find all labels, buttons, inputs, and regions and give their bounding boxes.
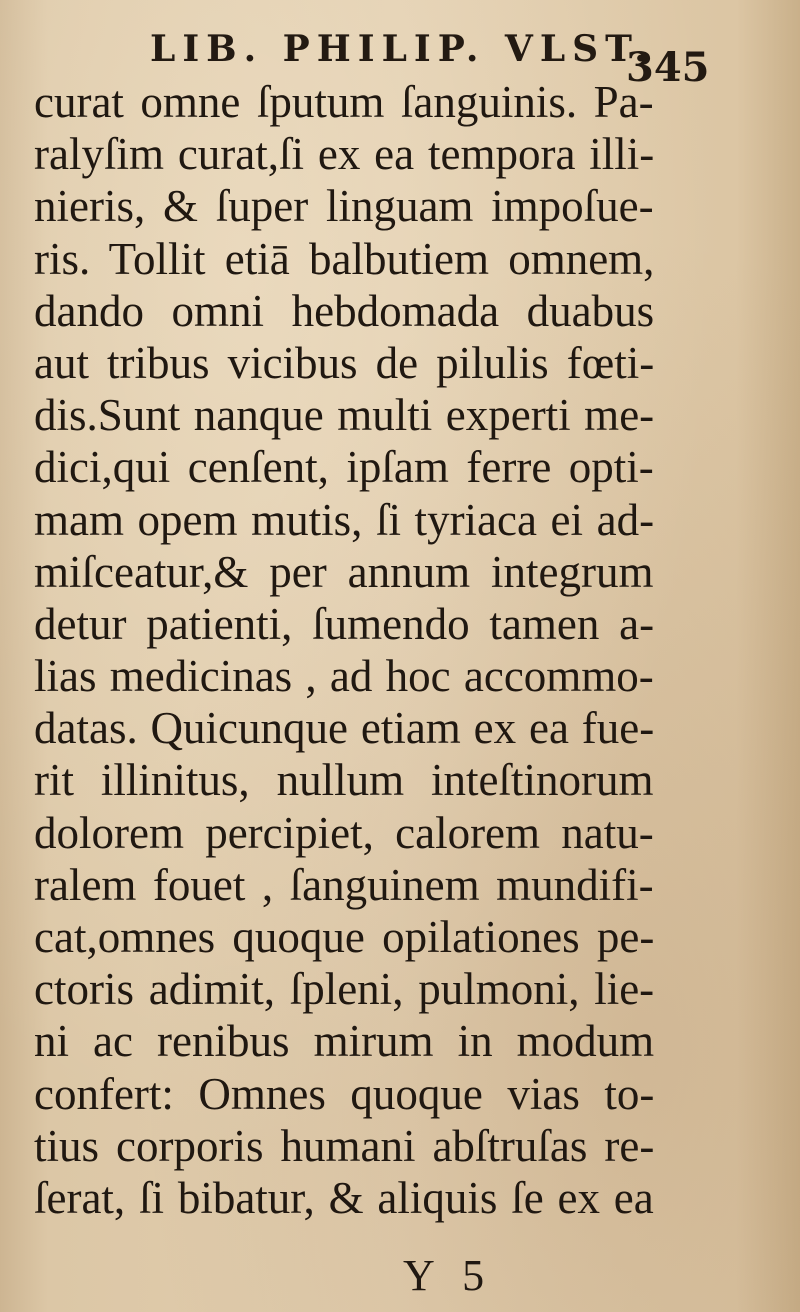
text-line: rit illinitus, nullum inteſtinorum	[34, 755, 654, 806]
text-line: lias medicinas , ad hoc accommo-	[34, 651, 654, 702]
text-line: aut tribus vicibus de pilulis fœti-	[34, 337, 655, 388]
body-text	[34, 76, 654, 1224]
text-line: ni ac renibus mirum in modum	[34, 1016, 655, 1067]
page-number: 345	[626, 44, 710, 91]
text-line: tius corporis humani abſtruſas re-	[34, 1120, 655, 1171]
text-line: dolorem percipiet, calorem natu-	[34, 807, 654, 858]
text-line: curat omne ſputum ſanguinis. Pa-	[34, 77, 654, 127]
text-line: confert: Omnes quoque vias to-	[34, 1068, 655, 1119]
text-line: detur patienti, ſumendo tamen a-	[34, 598, 655, 649]
running-title: LIB. PHILIP. VLST.	[150, 28, 654, 70]
text-line: mam opem mutis, ſi tyriaca ei ad-	[34, 494, 655, 545]
text-line: ralyſim curat,ſi ex ea tempora illi-	[34, 129, 655, 180]
text-line: dis.Sunt nanque multi experti me-	[34, 390, 655, 441]
text-line: ſerat, ſi bibatur, & aliquis ſe ex ea	[34, 1172, 654, 1223]
text-line: miſceatur,& per annum integrum	[34, 546, 654, 597]
text-line: nieris, & ſuper linguam impoſue-	[34, 181, 654, 232]
text-line: ralem fouet , ſanguinem mundifi-	[34, 859, 654, 910]
text-line: datas. Quicunque etiam ex ea fue-	[34, 703, 655, 754]
signature-mark: Y 5	[403, 1251, 485, 1300]
text-line: ctoris adimit, ſpleni, pulmoni, lie-	[34, 964, 655, 1015]
text-line: dando omni hebdomada duabus	[34, 285, 655, 336]
text-line: dici,qui cenſent, ipſam ferre opti-	[34, 442, 654, 493]
text-line: ris. Tollit etiā balbutiem omnem,	[34, 233, 655, 284]
text-line: cat,omnes quoque opilationes pe-	[34, 912, 655, 962]
